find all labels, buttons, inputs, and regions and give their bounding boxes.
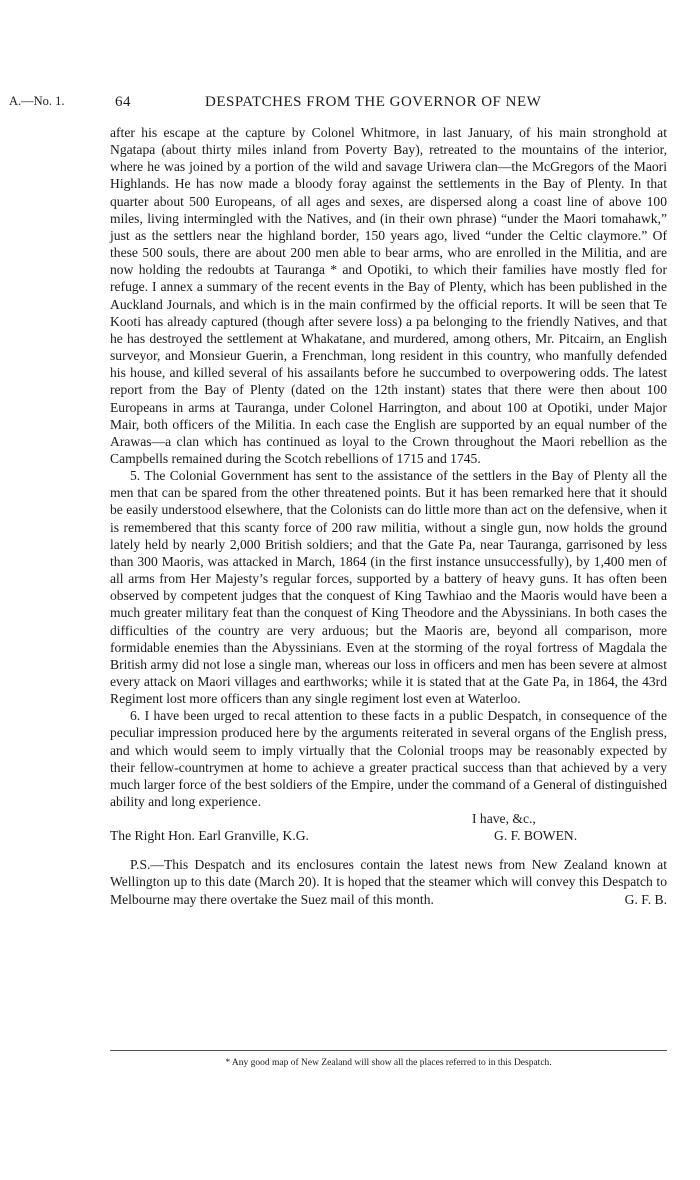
running-title: DESPATCHES FROM THE GOVERNOR OF NEW xyxy=(205,94,542,110)
running-header xyxy=(9,94,669,114)
addressee: The Right Hon. Earl Granville, K.G. xyxy=(110,828,309,844)
paragraph-6: 6. I have been urged to recal attention to these facts in a public Despatch, in consequence of the peculiar impression produced here by the arguments reiterated in several organs of the English press, and which would seem to imply virtually that the Colonial troops may be reasonably expected by their fellow-countrymen at home to achieve a greater practical success than that achieved by a very much larger force of the best soldiers of the Empire, under the command of a General of distinguished ability and long experience. xyxy=(110,708,667,810)
footnote-rule xyxy=(110,1050,667,1051)
closing-salutation: I have, &c., xyxy=(472,811,536,827)
document-reference: A.—No. 1. xyxy=(9,94,65,108)
closing-block xyxy=(110,810,667,844)
signature: G. F. BOWEN. xyxy=(494,828,578,844)
postscript-initials: G. F. B. xyxy=(624,891,667,907)
despatch-body xyxy=(110,124,667,908)
page-number: 64 xyxy=(115,94,131,110)
paragraph-continued: after his escape at the capture by Colonel Whitmore, in last January, of his main stronghold at Ngatapa (about thirty miles inland from Poverty Bay), retreated to the mountains of the interior, where he was joined by a portion of the wild and savage Uriwera clan—the McGregors of the Maori Highlands. He has now made a bloody foray against the settlements in the Bay of Plenty. In that quarter about 500 Europeans, of all ages and sexes, are dispersed along a coast line of above 100 miles, living intermingled with the Natives, and (in their own phrase) “under the Maori tomahawk,” just as the settlers near the highland border, 150 years ago, lived “under the Celtic claymore.” Of these 500 souls, there are about 200 men able to bear arms, who are enrolled in the Militia, and are now holding the redoubts at Tauranga * and Opotiki, to which their families have mostly fled for refuge. I annex a summary of the recent events in the Bay of Plenty, which has been published in the Auckland Journals, and which is in the main confirmed by the official reports. It will be seen that Te Kooti has already captured (though after severe loss) a pa belonging to the friendly Natives, and that he has destroyed the settlement at Whakatane, and murdered, among others, Mr. Pitcairn, an English surveyor, and Monsieur Guerin, a Frenchman, long resident in this country, who manfully defended his house, and killed several of his assailants before he succumbed to overpowering odds. The latest report from the Bay of Plenty (dated on the 12th instant) states that there were then about 100 Europeans in arms at Tauranga, under Colonel Harrington, and about 100 at Opotiki, under Major Mair, both officers of the Militia. In each case the English are supported by an equal number of the Arawas—a clan which has continued as loyal to the Crown throughout the Maori rebellion as the Campbells remained during the Scotch rebellions of 1715 and 1745. xyxy=(110,125,667,466)
postscript-text: P.S.—This Despatch and its enclosures contain the latest news from New Zealand known at Wellington up to this date (March 20). It is hoped that the steamer which will convey this Despatch to Melbourne may there overtake the Suez mail of this month. xyxy=(110,857,667,907)
postscript xyxy=(110,856,667,907)
paragraph-5: 5. The Colonial Government has sent to the assistance of the settlers in the Bay of Plenty all the men that can be spared from the other threatened points. But it has been remarked here that it should be easily understood elsewhere, that the Colonists can do little more than act on the defensive, when it is remembered that this scanty force of 200 raw militia, without a single gun, now holds the ground lately held by nearly 2,000 British soldiers; and that the Gate Pa, near Tauranga, garrisoned by less than 300 Maoris, was attacked in March, 1864 (in the first instance unsuccessfully), by 1,400 men of all arms from Her Majesty’s regular forces, supported by a battery of heavy guns. It has often been observed by competent judges that the conquest of King Tawhiao and the Maoris would have been a much greater military feat than the conquest of King Theodore and the Abyssinians. In both cases the difficulties of the country are very arduous; but the Maoris are, beyond all comparison, more formidable enemies than the Abyssinians. Even at the storming of the royal fortress of Magdala the British army did not lose a single man, whereas our loss in officers and men has been severe at almost every attack on Maori villages and earthworks; while it is stated that at the Gate Pa, in 1864, the 43rd Regiment lost more officers than any single regiment lost even at Waterloo. xyxy=(110,468,667,707)
footnote: * Any good map of New Zealand will show all the places referred to in this Despatch. xyxy=(225,1058,552,1068)
